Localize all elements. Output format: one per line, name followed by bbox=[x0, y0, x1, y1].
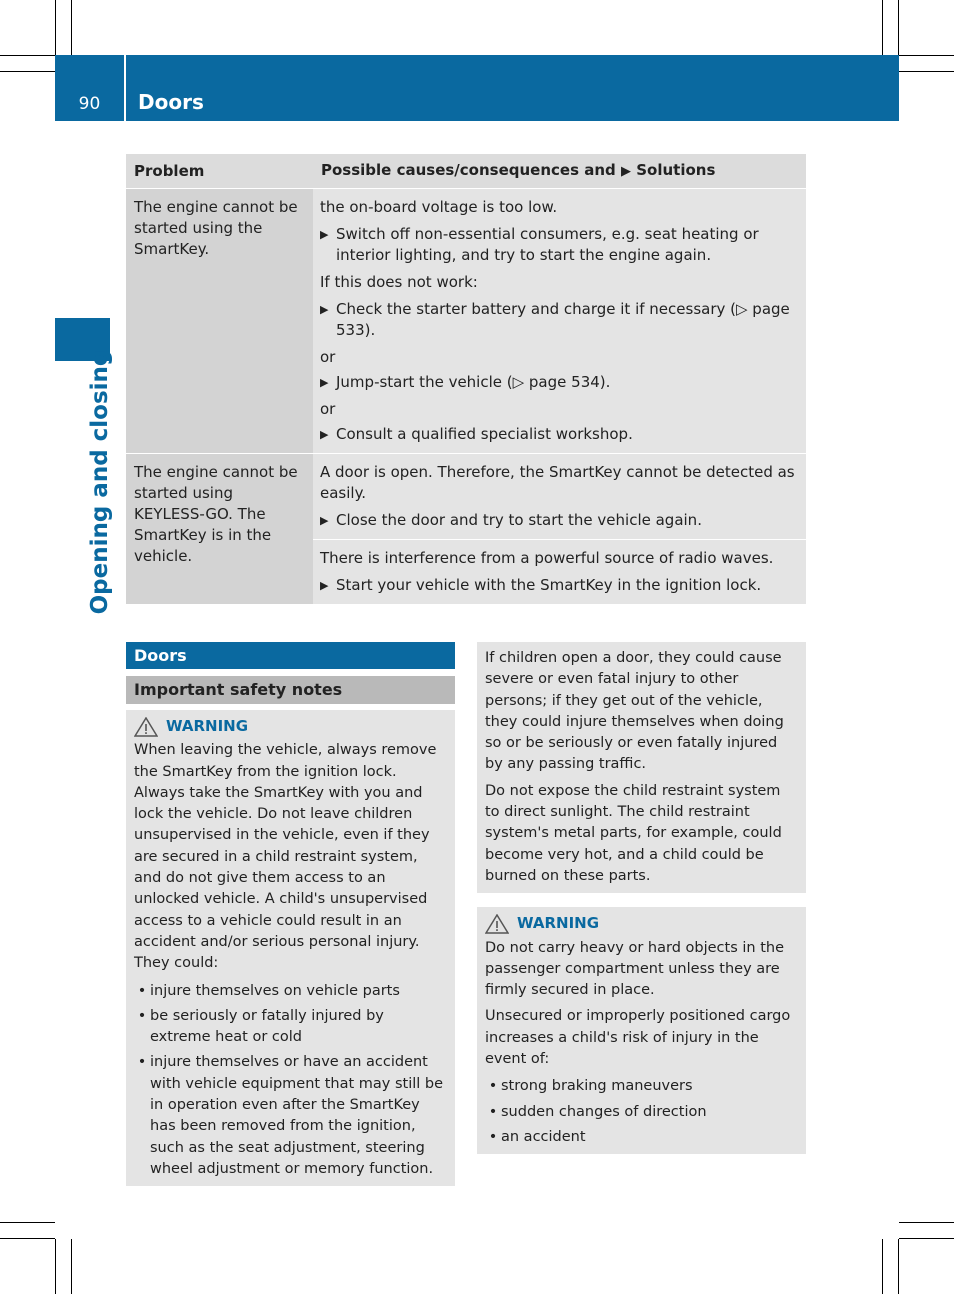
page-title: Doors bbox=[138, 90, 204, 114]
warning-text: If children open a door, they could cause severe or even fatal injury to other persons; if they get out of the vehicle, they could injure themselves when doing so or be seriously or even fatally injured by any passing traffic. bbox=[485, 650, 784, 773]
warning-box bbox=[477, 907, 806, 1154]
crop-mark bbox=[882, 1239, 883, 1294]
crop-mark bbox=[0, 1238, 55, 1239]
crop-mark bbox=[71, 0, 72, 55]
subsection-heading: Important safety notes bbox=[126, 676, 455, 704]
bullet-list bbox=[485, 1076, 799, 1148]
table-header bbox=[126, 154, 806, 188]
solution-cell: the on-board voltage is too low. ▶ Switch off non-essential consumers, e.g. seat heating or interior lighting, and try to start the engine again. If this does not work: ▶ Check the starter battery and charge it if necessary (▷ page 533). or ▶ Jump-start the vehicle (▷ page 534). or ▶ Consult a qualified specialist workshop. bbox=[313, 189, 806, 453]
arrow-icon: ▶ bbox=[320, 514, 329, 527]
crop-mark bbox=[898, 0, 899, 55]
doors-section bbox=[126, 642, 455, 1186]
crop-mark bbox=[899, 1222, 954, 1223]
crop-mark bbox=[899, 71, 954, 72]
column-header-problem: Problem bbox=[134, 161, 205, 180]
page-number: 90 bbox=[78, 94, 101, 114]
arrow-icon: ▶ bbox=[320, 428, 329, 441]
problem-cell: The engine cannot be started using KEYLESS-GO. The SmartKey is in the vehicle. bbox=[126, 454, 313, 604]
column-header-solutions: Possible causes/consequences and ▶ Solutions bbox=[321, 161, 716, 179]
list-item: • an accident bbox=[488, 1128, 586, 1145]
warning-box bbox=[126, 710, 455, 1186]
arrow-icon: ▶ bbox=[320, 376, 329, 389]
instruction-step: ▶ Start your vehicle with the SmartKey in the ignition lock. bbox=[320, 576, 762, 594]
list-item: • strong braking maneuvers bbox=[488, 1078, 693, 1095]
warning-text: When leaving the vehicle, always remove the SmartKey from the ignition lock. Always take the SmartKey with you and lock the vehicle. Do not leave children unsupervised in the vehicle, even if they are secured in a child restraint system, and do not give them access to an unlocked vehicle. A child's unsupervised access to a vehicle could result in an accident and/or serious personal injury. They could: bbox=[134, 742, 437, 972]
warning-label: WARNING bbox=[166, 717, 249, 735]
crop-mark bbox=[55, 0, 56, 55]
table-row bbox=[126, 188, 806, 453]
arrow-icon: ▶ bbox=[320, 303, 329, 316]
doors-section-continued bbox=[477, 642, 806, 1154]
crop-mark bbox=[899, 1238, 954, 1239]
crop-mark bbox=[71, 1239, 72, 1294]
crop-mark bbox=[0, 55, 55, 56]
instruction-step: ▶ Close the door and try to start the vehicle again. bbox=[320, 511, 702, 529]
instruction-step: ▶ Switch off non-essential consumers, e.g. seat heating or interior lighting, and try to start the engine again. bbox=[320, 225, 759, 264]
section-heading: Doors bbox=[126, 642, 455, 669]
instruction-step: ▶ Jump-start the vehicle (▷ page 534). bbox=[320, 373, 611, 391]
warning-label: WARNING bbox=[517, 914, 600, 933]
instruction-step: ▶ Consult a qualified specialist workshop. bbox=[320, 425, 633, 443]
crop-mark bbox=[0, 1222, 55, 1223]
solution-cell: A door is open. Therefore, the SmartKey cannot be detected as easily. ▶ Close the door and try to start the vehicle again. There is interference from a powerful source of radio waves. ▶ Start your vehicle with the SmartKey in the ignition lock. bbox=[313, 454, 806, 604]
arrow-icon: ▶ bbox=[621, 164, 632, 179]
warning-text: Do not carry heavy or hard objects in the passenger compartment unless they are firmly secured in place. bbox=[485, 939, 784, 999]
crop-mark bbox=[0, 71, 55, 72]
arrow-icon: ▶ bbox=[320, 228, 329, 241]
crop-mark bbox=[898, 1239, 899, 1294]
warning-triangle-icon bbox=[485, 914, 509, 934]
crop-mark bbox=[882, 0, 883, 55]
troubleshooting-table bbox=[126, 154, 806, 604]
warning-box-continued bbox=[477, 642, 806, 893]
warning-text: Do not expose the child restraint system to direct sunlight. The child restraint system's metal parts, for example, could become very hot, and a child could be burned on these parts. bbox=[485, 782, 782, 884]
bullet-list bbox=[134, 981, 448, 1181]
list-item: • sudden changes of direction bbox=[488, 1103, 707, 1120]
instruction-step: ▶ Check the starter battery and charge it if necessary (▷ page 533). bbox=[320, 300, 790, 339]
table-row bbox=[126, 453, 806, 604]
warning-triangle-icon bbox=[134, 717, 158, 737]
problem-cell: The engine cannot be started using the SmartKey. bbox=[126, 189, 313, 453]
list-item: • injure themselves on vehicle parts bbox=[137, 982, 400, 999]
list-item: • injure themselves or have an accident with vehicle equipment that may still be in operation even after the SmartKey has been removed from the ignition, such as the seat adjustment, steering wheel adjustment or memory function. bbox=[137, 1054, 444, 1177]
crop-mark bbox=[55, 1239, 56, 1294]
crop-mark bbox=[899, 55, 954, 56]
warning-text: Unsecured or improperly positioned cargo increases a child's risk of injury in the event of: bbox=[485, 1008, 791, 1068]
header-separator bbox=[124, 55, 126, 121]
arrow-icon: ▶ bbox=[320, 579, 329, 592]
list-item: • be seriously or fatally injured by extreme heat or cold bbox=[137, 1007, 384, 1046]
